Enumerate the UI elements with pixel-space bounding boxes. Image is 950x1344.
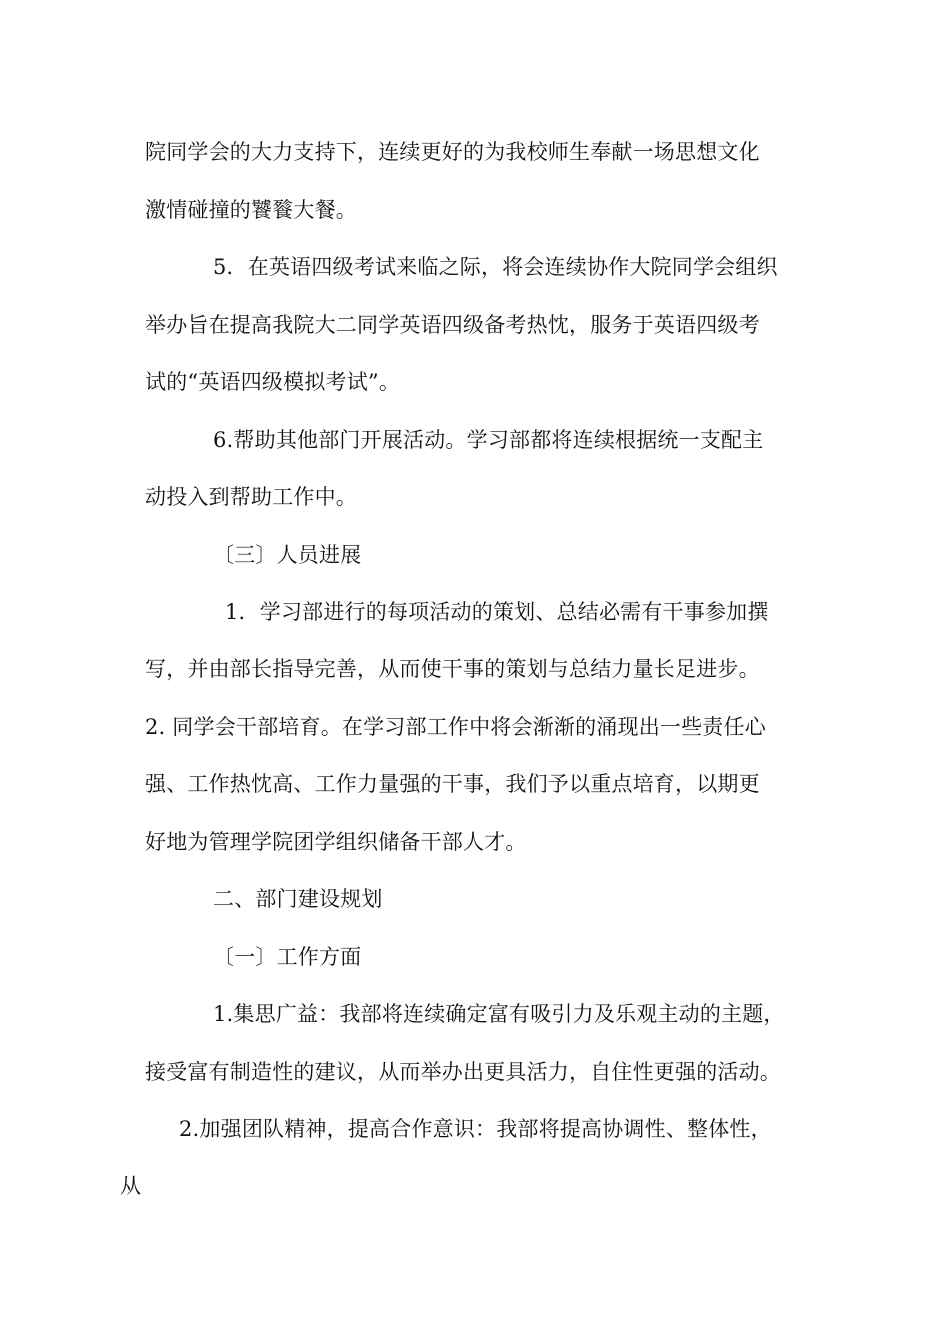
text-line-12: 强、工作热忱高、工作力量强的干事，我们予以重点培育，以期更 [145,772,760,796]
text-line-1: 院同学会的大力支持下，连续更好的为我校师生奉献一场思想文化 [145,140,760,164]
text-line-17: 接受富有制造性的建议，从而举办出更具活力，自住性更强的活动。 [145,1060,781,1084]
text-line-5: 试的“英语四级模拟考试”。 [145,370,401,394]
text-line-13: 好地为管理学院团学组织储备干部人才。 [145,830,527,854]
text-line-16: 1.集思广益：我部将连续确定富有吸引力及乐观主动的主题， [213,1002,785,1026]
text-line-3: 5．在英语四级考试来临之际，将会连续协作大院同学会组织 [213,255,778,279]
text-line-2: 激情碰撞的饕餮大餐。 [145,198,357,222]
text-line-7: 动投入到帮助工作中。 [145,485,357,509]
text-line-9: 1．学习部进行的每项活动的策划、总结必需有干事参加撰 [225,600,769,624]
section-heading-1: 〔一〕工作方面 [213,945,362,969]
text-line-11: 2. 同学会干部培育。在学习部工作中将会渐渐的涌现出一些责任心 [145,715,766,739]
text-line-19: 从 [120,1174,142,1198]
text-line-18: 2.加强团队精神，提高合作意识：我部将提高协调性、整体性， [179,1117,772,1141]
text-line-10: 写，并由部长指导完善，从而使干事的策划与总结力量长足进步。 [145,657,760,681]
text-line-6: 6.帮助其他部门开展活动。学习部都将连续根据统一支配主 [213,428,764,452]
section-heading-2: 二、部门建设规划 [213,887,383,911]
text-line-4: 举办旨在提高我院大二同学英语四级备考热忱，服务于英语四级考 [145,313,760,337]
section-heading-3: 〔三〕人员进展 [213,543,362,567]
